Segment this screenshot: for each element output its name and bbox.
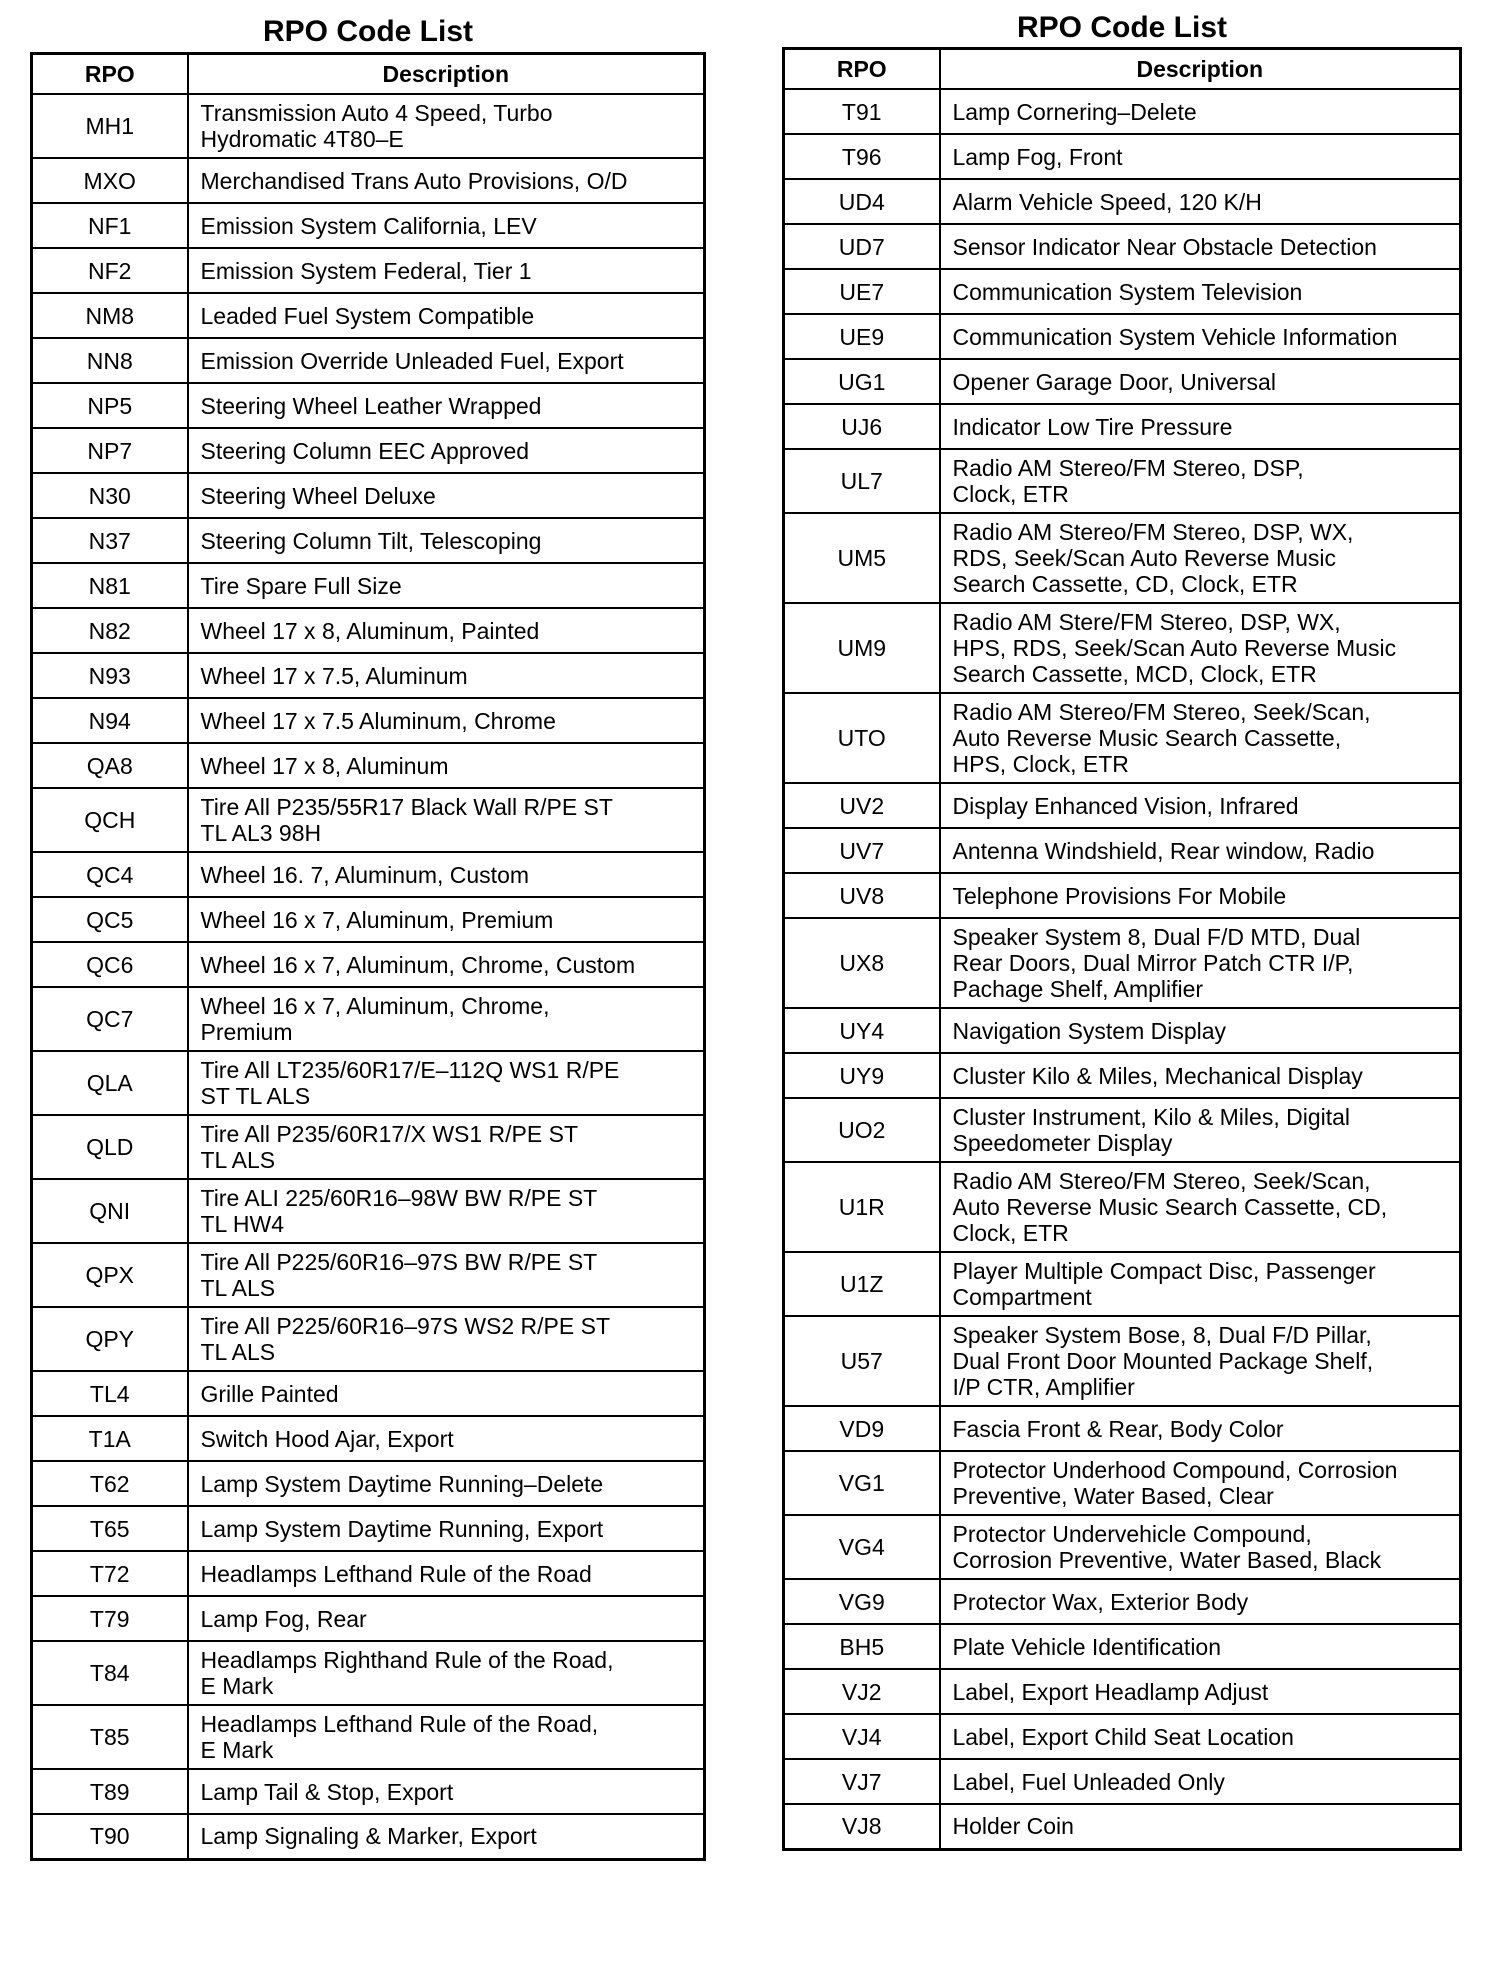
description-cell: Lamp Fog, Front bbox=[940, 134, 1461, 179]
left-rpo-table bbox=[30, 52, 706, 1861]
description-column-header: Description bbox=[940, 49, 1461, 90]
table-row bbox=[784, 828, 1461, 873]
table-row bbox=[32, 987, 705, 1051]
table-row bbox=[32, 1243, 705, 1307]
description-cell: Opener Garage Door, Universal bbox=[940, 359, 1461, 404]
table-row bbox=[32, 248, 705, 293]
description-cell: Communication System Vehicle Information bbox=[940, 314, 1461, 359]
rpo-code-cell: NN8 bbox=[32, 338, 188, 383]
description-cell: Protector Wax, Exterior Body bbox=[940, 1579, 1461, 1624]
table-row bbox=[32, 1641, 705, 1705]
table-row bbox=[32, 1506, 705, 1551]
rpo-code-cell: UV8 bbox=[784, 873, 940, 918]
description-cell: Transmission Auto 4 Speed, Turbo Hydromatic 4T80–E bbox=[188, 94, 705, 158]
table-row bbox=[784, 873, 1461, 918]
description-cell: Protector Undervehicle Compound, Corrosion Preventive, Water Based, Black bbox=[940, 1515, 1461, 1579]
rpo-code-cell: MXO bbox=[32, 158, 188, 203]
table-row bbox=[32, 158, 705, 203]
table-row bbox=[784, 1624, 1461, 1669]
description-cell: Speaker System 8, Dual F/D MTD, Dual Rear Doors, Dual Mirror Patch CTR I/P, Pachage Shelf, Amplifier bbox=[940, 918, 1461, 1008]
rpo-code-cell: NM8 bbox=[32, 293, 188, 338]
table-row bbox=[32, 653, 705, 698]
table-row bbox=[32, 1551, 705, 1596]
table-row bbox=[32, 94, 705, 158]
description-cell: Sensor Indicator Near Obstacle Detection bbox=[940, 224, 1461, 269]
table-row bbox=[32, 1179, 705, 1243]
table-row bbox=[32, 1416, 705, 1461]
rpo-code-cell: UO2 bbox=[784, 1098, 940, 1162]
rpo-code-cell: T90 bbox=[32, 1814, 188, 1859]
table-header-row bbox=[784, 49, 1461, 90]
right-title: RPO Code List bbox=[1016, 11, 1227, 44]
description-cell: Communication System Television bbox=[940, 269, 1461, 314]
rpo-code-cell: VG1 bbox=[784, 1451, 940, 1515]
description-cell: Wheel 17 x 7.5, Aluminum bbox=[188, 653, 705, 698]
rpo-code-cell: UD4 bbox=[784, 179, 940, 224]
rpo-code-cell: QC4 bbox=[32, 852, 188, 897]
description-cell: Steering Column EEC Approved bbox=[188, 428, 705, 473]
table-row bbox=[32, 1307, 705, 1371]
description-cell: Headlamps Lefthand Rule of the Road, E Mark bbox=[188, 1705, 705, 1769]
table-row bbox=[32, 788, 705, 852]
table-row bbox=[32, 897, 705, 942]
table-row bbox=[784, 1406, 1461, 1451]
table-row bbox=[784, 89, 1461, 134]
rpo-code-cell: N81 bbox=[32, 563, 188, 608]
description-cell: Tire ALI 225/60R16–98W BW R/PE ST TL HW4 bbox=[188, 1179, 705, 1243]
description-cell: Radio AM Stereo/FM Stereo, Seek/Scan, Auto Reverse Music Search Cassette, HPS, Clock, ETR bbox=[940, 693, 1461, 783]
rpo-code-cell: QC5 bbox=[32, 897, 188, 942]
table-row bbox=[784, 449, 1461, 513]
table-row bbox=[32, 293, 705, 338]
rpo-code-cell: NP7 bbox=[32, 428, 188, 473]
rpo-code-cell: N30 bbox=[32, 473, 188, 518]
description-cell: Label, Export Child Seat Location bbox=[940, 1714, 1461, 1759]
table-row bbox=[784, 224, 1461, 269]
rpo-code-cell: QPY bbox=[32, 1307, 188, 1371]
table-row bbox=[784, 1098, 1461, 1162]
table-row bbox=[32, 338, 705, 383]
description-cell: Label, Fuel Unleaded Only bbox=[940, 1759, 1461, 1804]
table-row bbox=[784, 513, 1461, 603]
rpo-code-cell: T62 bbox=[32, 1461, 188, 1506]
rpo-code-cell: QPX bbox=[32, 1243, 188, 1307]
rpo-code-cell: T85 bbox=[32, 1705, 188, 1769]
description-cell: Radio AM Stere/FM Stereo, DSP, WX, HPS, RDS, Seek/Scan Auto Reverse Music Search Cassette, MCD, Clock, ETR bbox=[940, 603, 1461, 693]
table-row bbox=[32, 1814, 705, 1859]
description-cell: Headlamps Lefthand Rule of the Road bbox=[188, 1551, 705, 1596]
description-cell: Tire Spare Full Size bbox=[188, 563, 705, 608]
rpo-code-cell: N93 bbox=[32, 653, 188, 698]
rpo-code-cell: U57 bbox=[784, 1316, 940, 1406]
description-cell: Wheel 16. 7, Aluminum, Custom bbox=[188, 852, 705, 897]
table-row bbox=[784, 1714, 1461, 1759]
table-row bbox=[784, 693, 1461, 783]
description-column-header: Description bbox=[188, 54, 705, 95]
description-cell: Display Enhanced Vision, Infrared bbox=[940, 783, 1461, 828]
description-cell: Lamp System Daytime Running, Export bbox=[188, 1506, 705, 1551]
table-row bbox=[32, 1115, 705, 1179]
table-row bbox=[32, 473, 705, 518]
description-cell: Radio AM Stereo/FM Stereo, Seek/Scan, Auto Reverse Music Search Cassette, CD, Clock, ETR bbox=[940, 1162, 1461, 1252]
rpo-code-cell: T96 bbox=[784, 134, 940, 179]
rpo-code-cell: T1A bbox=[32, 1416, 188, 1461]
rpo-code-cell: QNI bbox=[32, 1179, 188, 1243]
description-cell: Radio AM Stereo/FM Stereo, DSP, WX, RDS, Seek/Scan Auto Reverse Music Search Cassette, CD, Clock, ETR bbox=[940, 513, 1461, 603]
table-row bbox=[784, 1162, 1461, 1252]
table-row bbox=[784, 314, 1461, 359]
left-title: RPO Code List bbox=[262, 15, 473, 48]
table-row bbox=[32, 518, 705, 563]
table-row bbox=[784, 404, 1461, 449]
table-row bbox=[32, 383, 705, 428]
table-row bbox=[784, 1316, 1461, 1406]
description-cell: Tire All P235/55R17 Black Wall R/PE ST TL AL3 98H bbox=[188, 788, 705, 852]
rpo-code-cell: QLA bbox=[32, 1051, 188, 1115]
description-cell: Fascia Front & Rear, Body Color bbox=[940, 1406, 1461, 1451]
rpo-code-cell: MH1 bbox=[32, 94, 188, 158]
rpo-code-cell: UV2 bbox=[784, 783, 940, 828]
description-cell: Headlamps Righthand Rule of the Road, E Mark bbox=[188, 1641, 705, 1705]
right-panel bbox=[782, 0, 1462, 1851]
rpo-code-cell: N82 bbox=[32, 608, 188, 653]
description-cell: Emission System California, LEV bbox=[188, 203, 705, 248]
description-cell: Wheel 17 x 8, Aluminum bbox=[188, 743, 705, 788]
rpo-code-cell: BH5 bbox=[784, 1624, 940, 1669]
table-row bbox=[784, 1669, 1461, 1714]
rpo-code-cell: NF2 bbox=[32, 248, 188, 293]
description-cell: Radio AM Stereo/FM Stereo, DSP, Clock, ETR bbox=[940, 449, 1461, 513]
description-cell: Wheel 17 x 7.5 Aluminum, Chrome bbox=[188, 698, 705, 743]
table-row bbox=[784, 1053, 1461, 1098]
rpo-code-cell: T65 bbox=[32, 1506, 188, 1551]
description-cell: Player Multiple Compact Disc, Passenger Compartment bbox=[940, 1252, 1461, 1316]
rpo-code-cell: QA8 bbox=[32, 743, 188, 788]
rpo-column-header: RPO bbox=[784, 49, 940, 90]
right-table-body bbox=[784, 89, 1461, 1849]
description-cell: Navigation System Display bbox=[940, 1008, 1461, 1053]
table-row bbox=[784, 269, 1461, 314]
table-row bbox=[784, 783, 1461, 828]
description-cell: Cluster Kilo & Miles, Mechanical Display bbox=[940, 1053, 1461, 1098]
table-row bbox=[784, 1759, 1461, 1804]
description-cell: Antenna Windshield, Rear window, Radio bbox=[940, 828, 1461, 873]
rpo-code-cell: VD9 bbox=[784, 1406, 940, 1451]
description-cell: Emission System Federal, Tier 1 bbox=[188, 248, 705, 293]
table-row bbox=[32, 698, 705, 743]
rpo-code-cell: UM9 bbox=[784, 603, 940, 693]
table-row bbox=[32, 1371, 705, 1416]
description-cell: Emission Override Unleaded Fuel, Export bbox=[188, 338, 705, 383]
description-cell: Lamp Tail & Stop, Export bbox=[188, 1769, 705, 1814]
rpo-code-cell: UY4 bbox=[784, 1008, 940, 1053]
rpo-code-cell: TL4 bbox=[32, 1371, 188, 1416]
left-panel bbox=[30, 0, 706, 1861]
table-row bbox=[32, 1769, 705, 1814]
description-cell: Alarm Vehicle Speed, 120 K/H bbox=[940, 179, 1461, 224]
table-row bbox=[32, 428, 705, 473]
right-rpo-table bbox=[782, 47, 1462, 1851]
description-cell: Wheel 17 x 8, Aluminum, Painted bbox=[188, 608, 705, 653]
table-row bbox=[784, 134, 1461, 179]
rpo-column-header: RPO bbox=[32, 54, 188, 95]
description-cell: Cluster Instrument, Kilo & Miles, Digital Speedometer Display bbox=[940, 1098, 1461, 1162]
table-row bbox=[784, 359, 1461, 404]
description-cell: Lamp Cornering–Delete bbox=[940, 89, 1461, 134]
description-cell: Label, Export Headlamp Adjust bbox=[940, 1669, 1461, 1714]
description-cell: Lamp System Daytime Running–Delete bbox=[188, 1461, 705, 1506]
table-row bbox=[32, 743, 705, 788]
rpo-code-cell: N37 bbox=[32, 518, 188, 563]
description-cell: Lamp Fog, Rear bbox=[188, 1596, 705, 1641]
description-cell: Steering Wheel Deluxe bbox=[188, 473, 705, 518]
rpo-code-cell: VJ8 bbox=[784, 1804, 940, 1849]
rpo-code-cell: NF1 bbox=[32, 203, 188, 248]
description-cell: Steering Wheel Leather Wrapped bbox=[188, 383, 705, 428]
rpo-code-cell: QLD bbox=[32, 1115, 188, 1179]
description-cell: Protector Underhood Compound, Corrosion Preventive, Water Based, Clear bbox=[940, 1451, 1461, 1515]
rpo-code-cell: T91 bbox=[784, 89, 940, 134]
rpo-code-cell: QCH bbox=[32, 788, 188, 852]
description-cell: Telephone Provisions For Mobile bbox=[940, 873, 1461, 918]
description-cell: Leaded Fuel System Compatible bbox=[188, 293, 705, 338]
rpo-code-cell: T89 bbox=[32, 1769, 188, 1814]
description-cell: Grille Painted bbox=[188, 1371, 705, 1416]
description-cell: Tire All P225/60R16–97S WS2 R/PE ST TL ALS bbox=[188, 1307, 705, 1371]
rpo-code-cell: VJ4 bbox=[784, 1714, 940, 1759]
rpo-code-cell: QC6 bbox=[32, 942, 188, 987]
rpo-code-cell: VG9 bbox=[784, 1579, 940, 1624]
table-row bbox=[784, 1579, 1461, 1624]
rpo-code-cell: UTO bbox=[784, 693, 940, 783]
table-row bbox=[32, 852, 705, 897]
rpo-code-cell: UJ6 bbox=[784, 404, 940, 449]
rpo-code-cell: T79 bbox=[32, 1596, 188, 1641]
rpo-code-cell: N94 bbox=[32, 698, 188, 743]
rpo-code-cell: UL7 bbox=[784, 449, 940, 513]
rpo-code-cell: NP5 bbox=[32, 383, 188, 428]
table-row bbox=[784, 1451, 1461, 1515]
table-row bbox=[32, 203, 705, 248]
left-table-body bbox=[32, 94, 705, 1859]
rpo-code-cell: UG1 bbox=[784, 359, 940, 404]
rpo-code-cell: UM5 bbox=[784, 513, 940, 603]
table-row bbox=[32, 1705, 705, 1769]
table-row bbox=[784, 179, 1461, 224]
table-row bbox=[784, 1252, 1461, 1316]
description-cell: Steering Column Tilt, Telescoping bbox=[188, 518, 705, 563]
rpo-code-cell: UV7 bbox=[784, 828, 940, 873]
description-cell: Wheel 16 x 7, Aluminum, Chrome, Custom bbox=[188, 942, 705, 987]
table-row bbox=[32, 1461, 705, 1506]
description-cell: Tire All P225/60R16–97S BW R/PE ST TL ALS bbox=[188, 1243, 705, 1307]
rpo-code-cell: UE9 bbox=[784, 314, 940, 359]
table-row bbox=[32, 608, 705, 653]
table-row bbox=[32, 563, 705, 608]
table-row bbox=[32, 1051, 705, 1115]
description-cell: Tire All LT235/60R17/E–112Q WS1 R/PE ST TL ALS bbox=[188, 1051, 705, 1115]
description-cell: Tire All P235/60R17/X WS1 R/PE ST TL ALS bbox=[188, 1115, 705, 1179]
description-cell: Indicator Low Tire Pressure bbox=[940, 404, 1461, 449]
description-cell: Merchandised Trans Auto Provisions, O/D bbox=[188, 158, 705, 203]
description-cell: Wheel 16 x 7, Aluminum, Premium bbox=[188, 897, 705, 942]
rpo-code-cell: VG4 bbox=[784, 1515, 940, 1579]
description-cell: Plate Vehicle Identification bbox=[940, 1624, 1461, 1669]
rpo-code-cell: VJ2 bbox=[784, 1669, 940, 1714]
description-cell: Holder Coin bbox=[940, 1804, 1461, 1849]
table-row bbox=[784, 1804, 1461, 1849]
rpo-code-cell: UE7 bbox=[784, 269, 940, 314]
table-row bbox=[784, 603, 1461, 693]
rpo-code-cell: VJ7 bbox=[784, 1759, 940, 1804]
table-row bbox=[32, 942, 705, 987]
rpo-code-cell: U1R bbox=[784, 1162, 940, 1252]
table-row bbox=[784, 918, 1461, 1008]
rpo-code-cell: T84 bbox=[32, 1641, 188, 1705]
description-cell: Lamp Signaling & Marker, Export bbox=[188, 1814, 705, 1859]
rpo-code-cell: UX8 bbox=[784, 918, 940, 1008]
rpo-code-cell: UD7 bbox=[784, 224, 940, 269]
rpo-code-cell: QC7 bbox=[32, 987, 188, 1051]
description-cell: Speaker System Bose, 8, Dual F/D Pillar, Dual Front Door Mounted Package Shelf, I/P CTR, Amplifier bbox=[940, 1316, 1461, 1406]
rpo-code-cell: U1Z bbox=[784, 1252, 940, 1316]
table-row bbox=[784, 1008, 1461, 1053]
table-header-row bbox=[32, 54, 705, 95]
rpo-code-cell: UY9 bbox=[784, 1053, 940, 1098]
table-row bbox=[784, 1515, 1461, 1579]
description-cell: Wheel 16 x 7, Aluminum, Chrome, Premium bbox=[188, 987, 705, 1051]
table-row bbox=[32, 1596, 705, 1641]
rpo-code-cell: T72 bbox=[32, 1551, 188, 1596]
description-cell: Switch Hood Ajar, Export bbox=[188, 1416, 705, 1461]
